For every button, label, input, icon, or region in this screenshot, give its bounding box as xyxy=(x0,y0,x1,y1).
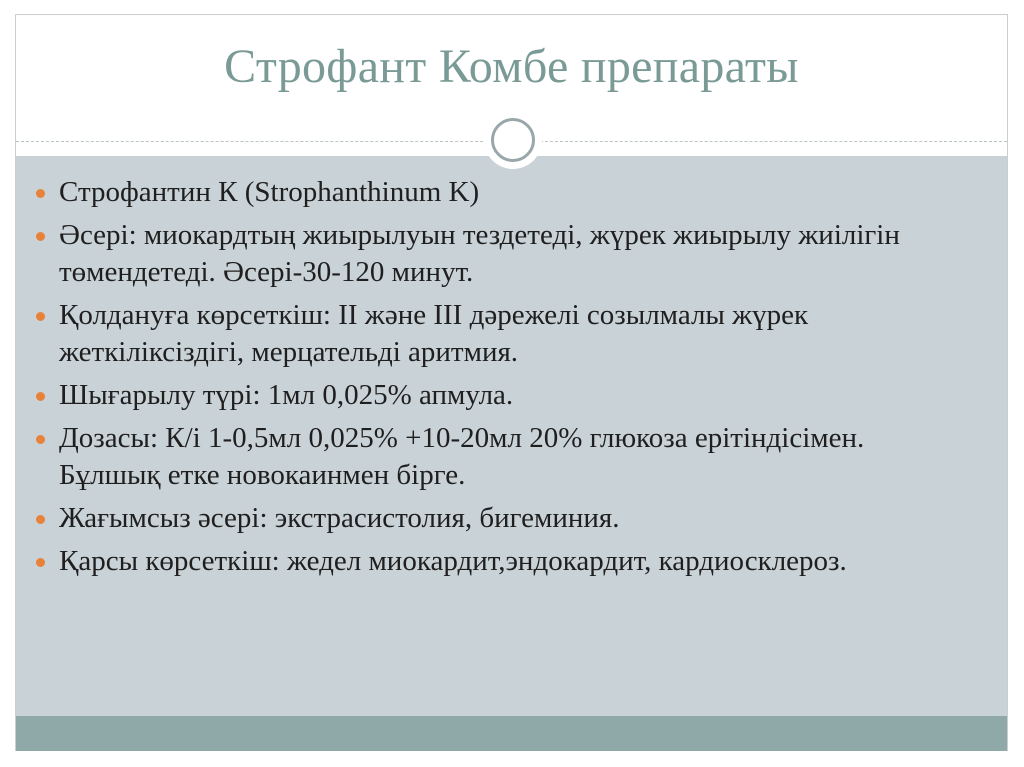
bullet-text: Әсері: миокардтың жиырылуын тездетеді, жүрек жиырылу жиілігін төмендетеді. Әсері-30-120 минут. xyxy=(59,219,900,288)
bullet-dot-icon xyxy=(36,515,45,524)
bullet-dot-icon xyxy=(36,392,45,401)
bullet-list xyxy=(36,174,956,586)
list-item xyxy=(36,297,956,371)
list-item xyxy=(36,500,956,537)
footer-bar xyxy=(16,716,1007,751)
bullet-text: Қолдануға көрсеткіш: II және III дәрежелі созылмалы жүрек жеткіліксіздігі, мерцательді аритмия. xyxy=(59,299,809,368)
bullet-dot-icon xyxy=(36,435,45,444)
bullet-text: Дозасы: К/і 1-0,5мл 0,025% +10-20мл 20% глюкоза ерітіндісімен. Бұлшық етке новокаинмен бірге. xyxy=(59,422,865,491)
ring-inner-circle xyxy=(491,118,535,162)
list-item xyxy=(36,377,956,414)
bullet-dot-icon xyxy=(36,189,45,198)
bullet-dot-icon xyxy=(36,312,45,321)
list-item xyxy=(36,543,956,580)
list-item xyxy=(36,174,956,211)
bullet-text: Шығарылу түрі: 1мл 0,025% апмула. xyxy=(59,379,514,411)
bullet-dot-icon xyxy=(36,232,45,241)
list-item xyxy=(36,217,956,291)
slide-title: Строфант Комбе препараты xyxy=(224,40,799,93)
bullet-text: Строфантин К (Strophanthinum K) xyxy=(59,176,480,208)
ring-ornament-icon xyxy=(484,111,542,169)
bullet-text: Жағымсыз әсері: экстрасистолия, бигеминия. xyxy=(59,502,620,534)
list-item xyxy=(36,420,956,494)
bullet-dot-icon xyxy=(36,558,45,567)
bullet-text: Қарсы көрсеткіш: жедел миокардит,эндокардит, кардиосклероз. xyxy=(59,545,847,577)
